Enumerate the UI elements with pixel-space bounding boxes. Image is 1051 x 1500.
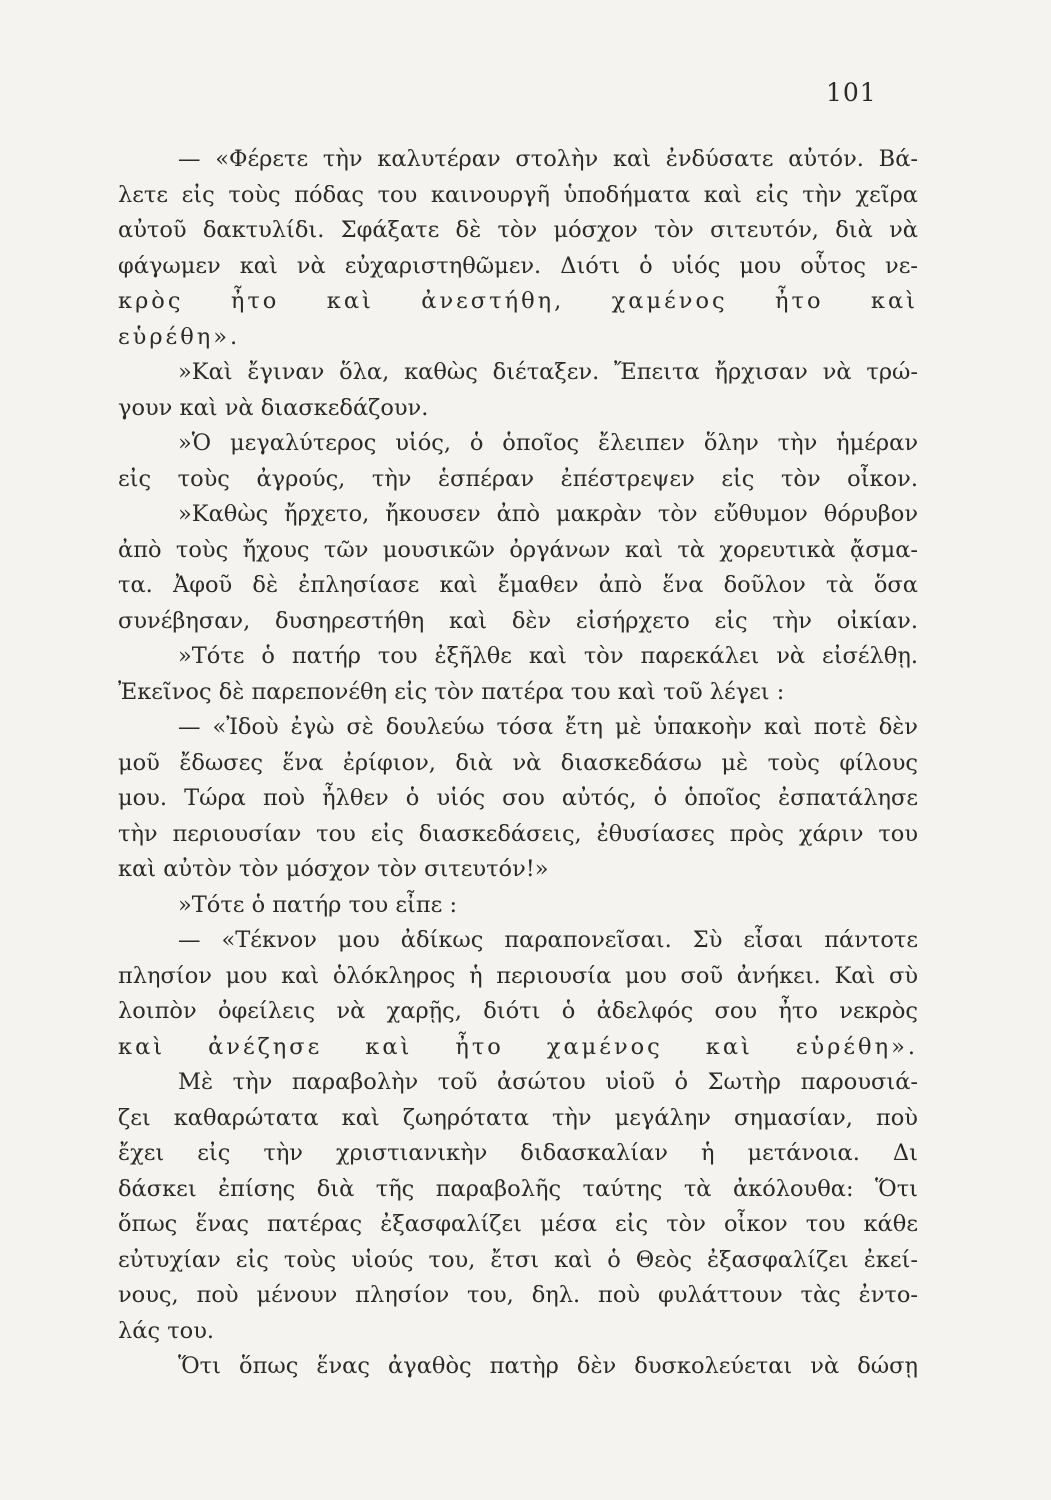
- text-line: Ἐκεῖνος δὲ παρεπονέθη εἰς τὸν πατέρα του καὶ τοῦ λέγει :: [118, 678, 785, 705]
- text-line: δάσκει ἐπίσης διὰ τῆς παραβολῆς ταύτης τὰ ἀκόλουθα: Ὅτι: [118, 1175, 918, 1202]
- text-line: »Ὁ μεγαλύτερος υἱός, ὁ ὁποῖος ἔλειπεν ὅλην τὴν ἡμέραν: [178, 430, 918, 456]
- text-line: Ὅτι ὅπως ἕνας ἀγαθὸς πατὴρ δὲν δυσκολεύεται νὰ δώσῃ: [178, 1353, 918, 1379]
- body-text: [118, 142, 918, 1385]
- text-line: — «Τέκνον μου ἀδίκως παραπονεῖσαι. Σὺ εἶσαι πάντοτε: [178, 927, 918, 953]
- text-line: εὑρέθη».: [118, 323, 241, 350]
- text-line: λοιπὸν ὀφείλεις νὰ χαρῇς, διότι ὁ ἀδελφός σου ἦτο νεκρὸς: [118, 998, 918, 1024]
- text-line: »Τότε ὁ πατήρ του ἐξῆλθε καὶ τὸν παρεκάλει νὰ εἰσέλθῃ.: [178, 643, 918, 669]
- text-line: μου. Τώρα ποὺ ἦλθεν ὁ υἱός σου αὐτός, ὁ ὁποῖος ἐσπατάλησε: [118, 785, 918, 811]
- text-line: »Τότε ὁ πατήρ του εἶπε :: [178, 891, 458, 918]
- text-line: »Καθὼς ἤρχετο, ἤκουσεν ἀπὸ μακρὰν τὸν εὔθυμον θόρυβον: [178, 501, 918, 527]
- text-line: »Καὶ ἔγιναν ὅλα, καθὼς διέταξεν. Ἔπειτα ἤρχισαν νὰ τρώ-: [178, 359, 918, 385]
- text-line: ὅπως ἕνας πατέρας ἐξασφαλίζει μέσα εἰς τὸν οἶκον του κάθε: [118, 1211, 918, 1237]
- text-line: ἀπὸ τοὺς ἤχους τῶν μουσικῶν ὀργάνων καὶ τὰ χορευτικὰ ᾄσμα-: [118, 536, 918, 563]
- page-number: 101: [826, 78, 877, 107]
- text-line: εἰς τοὺς ἀγρούς, τὴν ἑσπέραν ἐπέστρεψεν εἰς τὸν οἶκον.: [118, 465, 918, 492]
- text-line: πλησίον μου καὶ ὁλόκληρος ἡ περιουσία μου σοῦ ἀνήκει. Καὶ σὺ: [118, 962, 918, 989]
- text-line: καὶ ἀνέζησε καὶ ἦτο χαμένος καὶ εὑρέθη».: [118, 1033, 918, 1060]
- text-line: — «Ἰδοὺ ἐγὼ σὲ δουλεύω τόσα ἔτη μὲ ὑπακοὴν καὶ ποτὲ δὲν: [178, 714, 918, 740]
- text-line: — «Φέρετε τὴν καλυτέραν στολὴν καὶ ἐνδύσατε αὐτόν. Βά-: [178, 146, 918, 172]
- text-line: αὐτοῦ δακτυλίδι. Σφάξατε δὲ τὸν μόσχον τὸν σιτευτόν, διὰ νὰ: [118, 217, 918, 243]
- text-line: λετε εἰς τοὺς πόδας του καινουργῆ ὑποδήματα καὶ εἰς τὴν χεῖρα: [118, 181, 918, 208]
- text-line: ἔχει εἰς τὴν χριστιανικὴν διδασκαλίαν ἡ μετάνοια. Δι: [118, 1140, 918, 1166]
- text-line: νους, ποὺ μένουν πλησίον του, δηλ. ποὺ φυλάττουν τὰς ἐντο-: [118, 1282, 918, 1308]
- text-line: Μὲ τὴν παραβολὴν τοῦ ἀσώτου υἱοῦ ὁ Σωτὴρ παρουσιά-: [178, 1069, 918, 1095]
- text-line: συνέβησαν, δυσηρεστήθη καὶ δὲν εἰσήρχετο εἰς τὴν οἰκίαν.: [118, 607, 918, 634]
- text-line: μοῦ ἔδωσες ἕνα ἐρίφιον, διὰ νὰ διασκεδάσω μὲ τοὺς φίλους: [118, 749, 918, 776]
- text-line: τα. Ἀφοῦ δὲ ἐπλησίασε καὶ ἔμαθεν ἀπὸ ἕνα δοῦλον τὰ ὅσα: [118, 572, 918, 598]
- text-line: γουν καὶ νὰ διασκεδάζουν.: [118, 394, 429, 421]
- text-line: τὴν περιουσίαν του εἰς διασκεδάσεις, ἐθυσίασες πρὸς χάριν του: [118, 820, 918, 847]
- text-line: κρὸς ἦτο καὶ ἀνεστήθη, χαμένος ἦτο καὶ: [118, 288, 918, 314]
- text-line: φάγωμεν καὶ νὰ εὐχαριστηθῶμεν. Διότι ὁ υἱός μου οὗτος νε-: [118, 252, 918, 279]
- text-line: εὐτυχίαν εἰς τοὺς υἱούς του, ἔτσι καὶ ὁ Θεὸς ἐξασφαλίζει ἐκεί-: [118, 1246, 918, 1273]
- text-line: λάς του.: [118, 1317, 215, 1344]
- text-line: καὶ αὐτὸν τὸν μόσχον τὸν σιτευτόν!»: [118, 856, 549, 882]
- text-line: ζει καθαρώτατα καὶ ζωηρότατα τὴν μεγάλην σημασίαν, ποὺ: [118, 1104, 918, 1131]
